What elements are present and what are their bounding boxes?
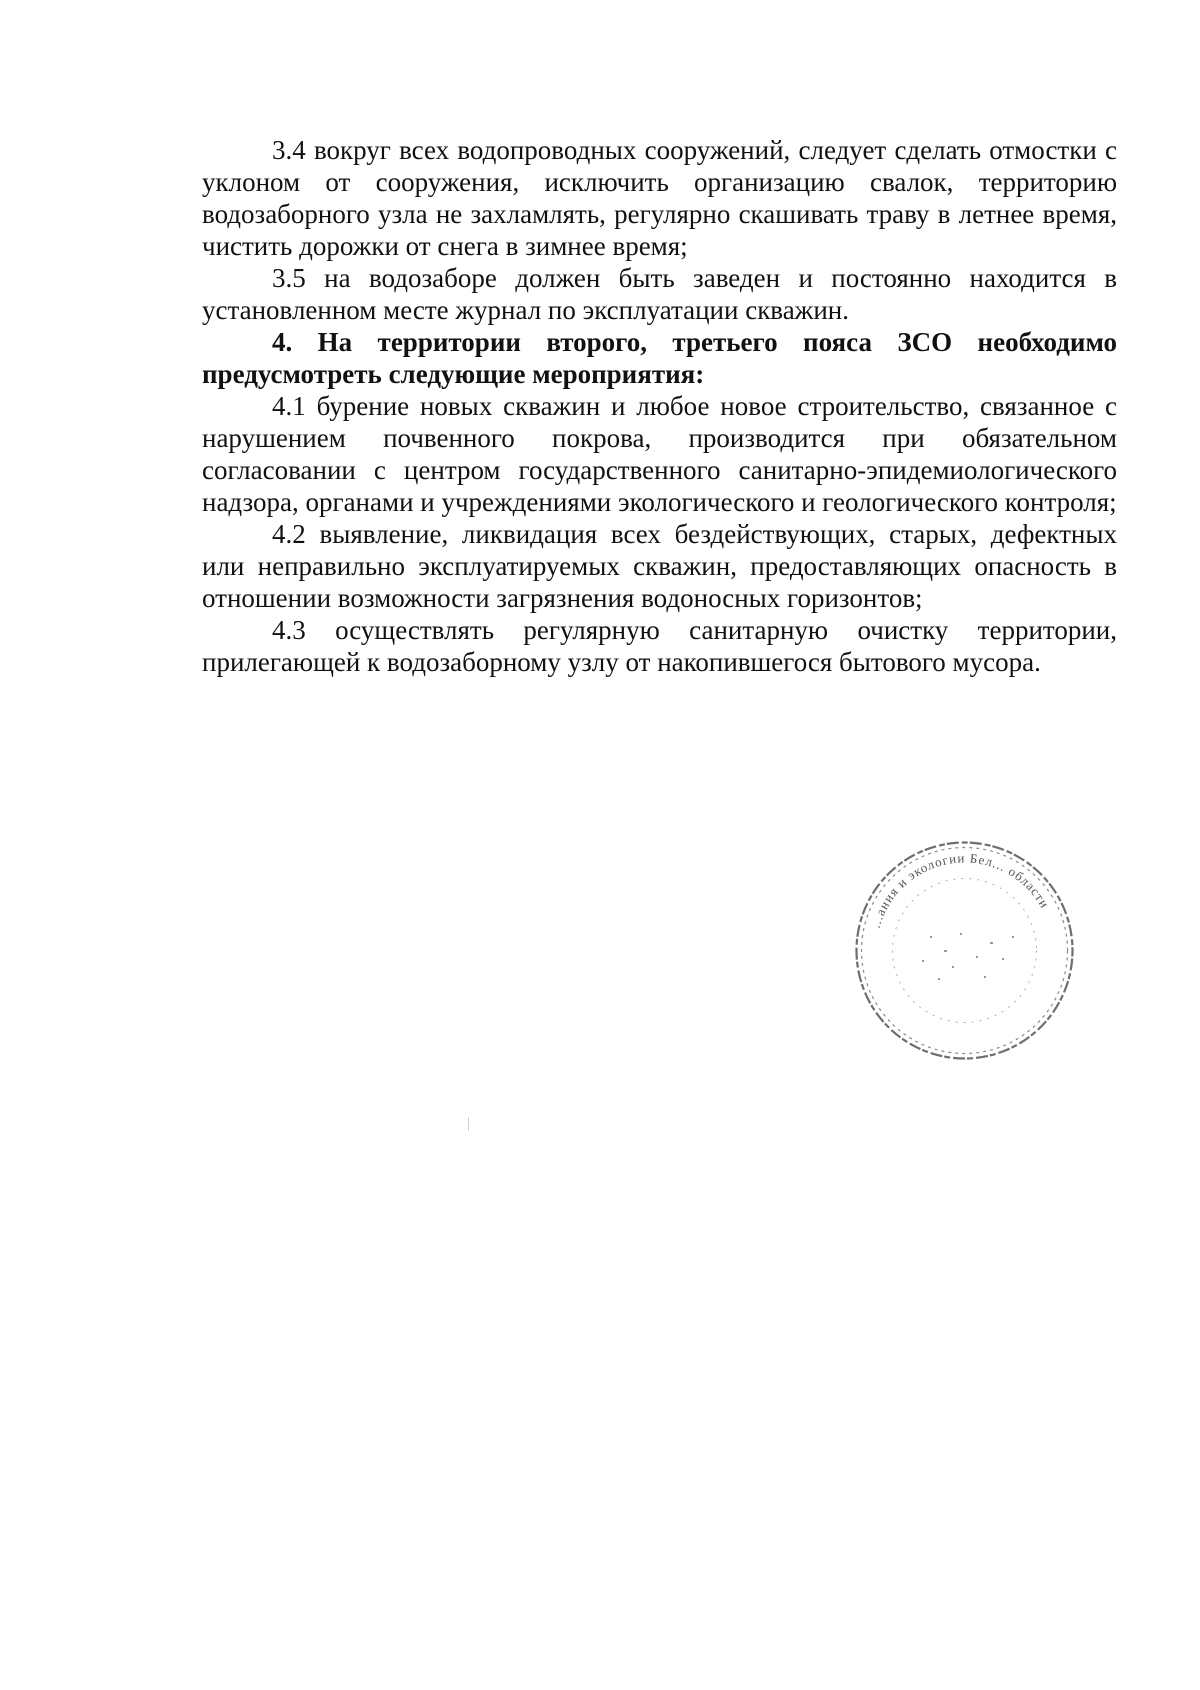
seal-ring-text: ...ания и экологии Бел... области [867,850,1053,930]
paragraph-4-1: 4.1 бурение новых скважин и любое новое строительство, связанное с нарушением почвенного покрова, производится при обязательном согласовании с центром государственного санитарно-эпидемиологического надзора, органами и учреждениями экологического и геологического контроля; [202,391,1117,517]
paragraph-3-5: 3.5 на водозаборе должен быть заведен и постоянно находится в установленном месте журнал по эксплуатации скважин. [202,263,1117,325]
paragraph-3-4: 3.4 вокруг всех водопроводных сооружений, следует сделать отмостки с уклоном от сооружения, исключить организацию свалок, территорию водозаборного узла не захламлять, регулярно скашивать траву в летнее время, чистить дорожки от снега в зимнее время; [202,135,1117,261]
paragraph-4-2: 4.2 выявление, ликвидация всех бездействующих, старых, дефектных или неправильно эксплуатируемых скважин, предоставляющих опасность в отношении возможности загрязнения водоносных горизонтов; [202,519,1117,613]
official-seal [852,838,1077,1063]
paragraph-4-3: 4.3 осуществлять регулярную санитарную очистку территории, прилегающей к водозаборному узлу от накопившегося бытового мусора. [202,615,1117,677]
seal-icon [852,838,1077,1063]
section-heading-4: 4. На территории второго, третьего пояса ЗСО необходимо предусмотреть следующие мероприятия: [202,327,1117,389]
scan-artifact [468,1117,469,1131]
document-body [202,134,1117,678]
